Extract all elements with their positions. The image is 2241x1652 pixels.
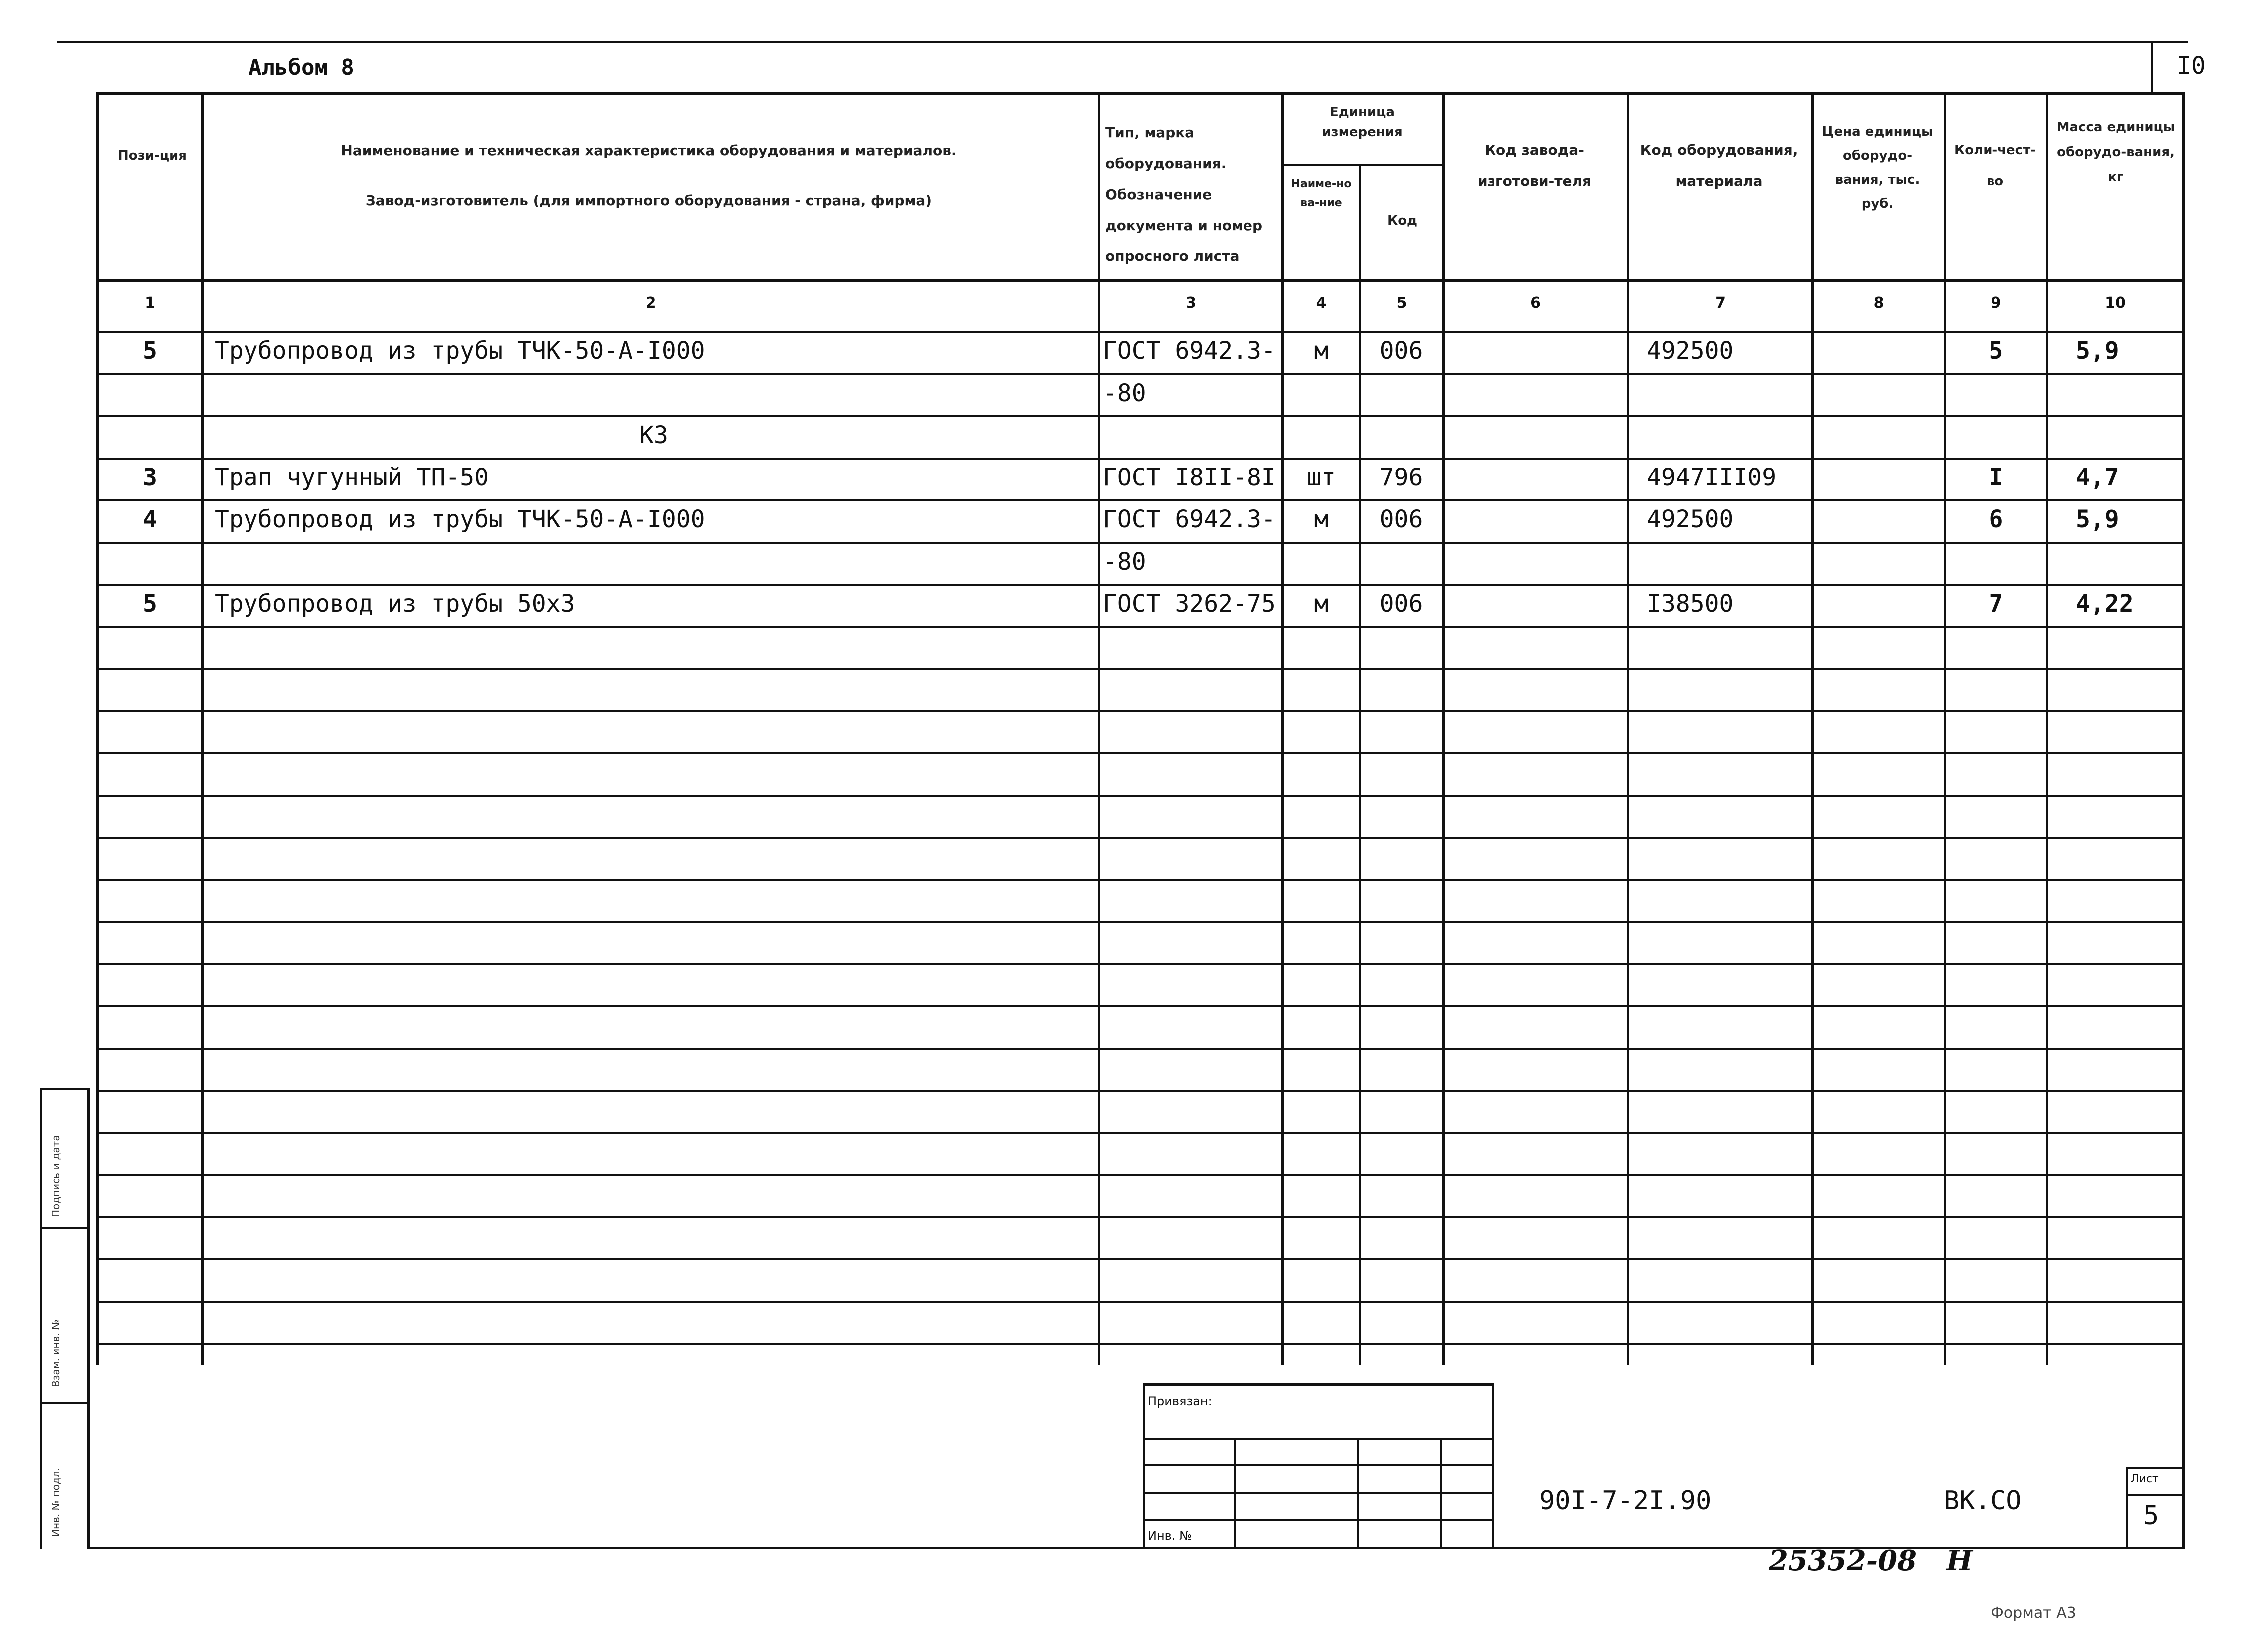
row-cell-doc: ГОСТ 3262-75 [1103, 590, 1276, 618]
header-unit-name: Наиме-нова-ние [1291, 178, 1352, 209]
stamp-inventory-label: Инв. № [1148, 1529, 1192, 1543]
album-title: Альбом 8 [249, 55, 354, 80]
stamp-mark: ВК.СО [1944, 1486, 2022, 1516]
handwritten-code: 25352-08 [1769, 1544, 1917, 1577]
stamp-attached-label: Привязан: [1148, 1394, 1212, 1408]
row-cell-pos: 4 [143, 505, 157, 533]
column-number: 2 [645, 294, 656, 312]
header-maker-code: Код завода-изготови-теля [1478, 142, 1591, 189]
row-cell-qty: 7 [1989, 590, 2003, 618]
column-number: 4 [1316, 294, 1327, 312]
header-unit-price: Цена единицы оборудо-вания, тыс. руб. [1822, 124, 1933, 211]
column-number: 6 [1530, 294, 1541, 312]
row-cell-equip-code: 4947III09 [1647, 464, 1777, 491]
row-cell-name: Трубопровод из трубы 50х3 [215, 590, 575, 618]
header-name-line2: Завод-изготовитель (для импортного оборудования - страна, фирма) [365, 192, 932, 209]
row-cell-doc: -80 [1103, 548, 1146, 576]
side-label-original-inv: Инв. № подл. [50, 1468, 62, 1537]
row-cell-doc: -80 [1103, 379, 1146, 407]
row-cell-unit-code: 796 [1379, 464, 1423, 491]
sheet-corner-number: I0 [2177, 52, 2206, 80]
header-type-doc: Тип, марка оборудования. Обозначение документа и номер опросного листа [1105, 124, 1263, 264]
row-cell-mass: 5,9 [2076, 337, 2119, 365]
header-equipment-code: Код оборудования, материала [1640, 142, 1798, 189]
column-number: 5 [1396, 294, 1407, 312]
side-label-signature: Подпись и дата [50, 1135, 62, 1217]
handwritten-suffix: Н [1946, 1544, 1973, 1577]
row-cell-name: Трап чугунный ТП-50 [215, 464, 489, 491]
stamp-sheet-number: 5 [2143, 1501, 2159, 1531]
row-cell-doc: ГОСТ I8II-8I [1103, 464, 1276, 491]
row-cell-name: Трубопровод из трубы ТЧК-50-А-I000 [215, 505, 705, 533]
side-label-replaced-inv: Взам. инв. № [50, 1319, 62, 1387]
row-cell-equip-code: 492500 [1647, 337, 1734, 365]
row-cell-unit-code: 006 [1379, 590, 1423, 618]
column-number: 7 [1715, 294, 1726, 312]
row-cell-name: Трубопровод из трубы ТЧК-50-А-I000 [215, 337, 705, 365]
header-quantity: Коли-чест-во [1954, 143, 2036, 189]
stamp-document-number: 90I-7-2I.90 [1539, 1486, 1712, 1516]
column-number: 8 [1873, 294, 1884, 312]
row-cell-equip-code: 492500 [1647, 505, 1734, 533]
header-unit-code: Код [1387, 213, 1418, 228]
row-cell-unit: м [1314, 505, 1329, 533]
row-cell-doc: ГОСТ 6942.3- [1103, 337, 1276, 365]
row-cell-equip-code: I38500 [1647, 590, 1734, 618]
column-number: 3 [1186, 294, 1196, 312]
row-cell-mass: 5,9 [2076, 505, 2119, 533]
row-cell-qty: 5 [1989, 337, 2003, 365]
row-cell-unit: шт [1307, 464, 1336, 491]
row-cell-qty: 6 [1989, 505, 2003, 533]
header-name-line1: Наименование и техническая характеристика оборудования и материалов. [341, 142, 957, 159]
row-cell-name: К3 [639, 421, 668, 449]
row-cell-unit: м [1314, 590, 1329, 618]
format-label: Формат А3 [1991, 1604, 2076, 1622]
header-unit-group: Единица измерения [1322, 105, 1403, 140]
header-position: Пози-ция [118, 148, 187, 163]
row-cell-qty: I [1989, 464, 2003, 491]
row-cell-mass: 4,7 [2076, 464, 2119, 491]
row-cell-unit-code: 006 [1379, 337, 1423, 365]
row-cell-unit: м [1314, 337, 1329, 365]
row-cell-pos: 3 [143, 464, 157, 491]
column-number: 9 [1991, 294, 2001, 312]
row-cell-unit-code: 006 [1379, 505, 1423, 533]
header-unit-mass: Масса единицы оборудо-вания, кг [2056, 120, 2175, 185]
column-number: 1 [145, 294, 155, 312]
row-cell-doc: ГОСТ 6942.3- [1103, 505, 1276, 533]
stamp-sheet-label: Лист [2131, 1473, 2159, 1485]
row-cell-mass: 4,22 [2076, 590, 2134, 618]
row-cell-pos: 5 [143, 590, 157, 618]
row-cell-pos: 5 [143, 337, 157, 365]
column-number: 10 [2105, 294, 2126, 312]
